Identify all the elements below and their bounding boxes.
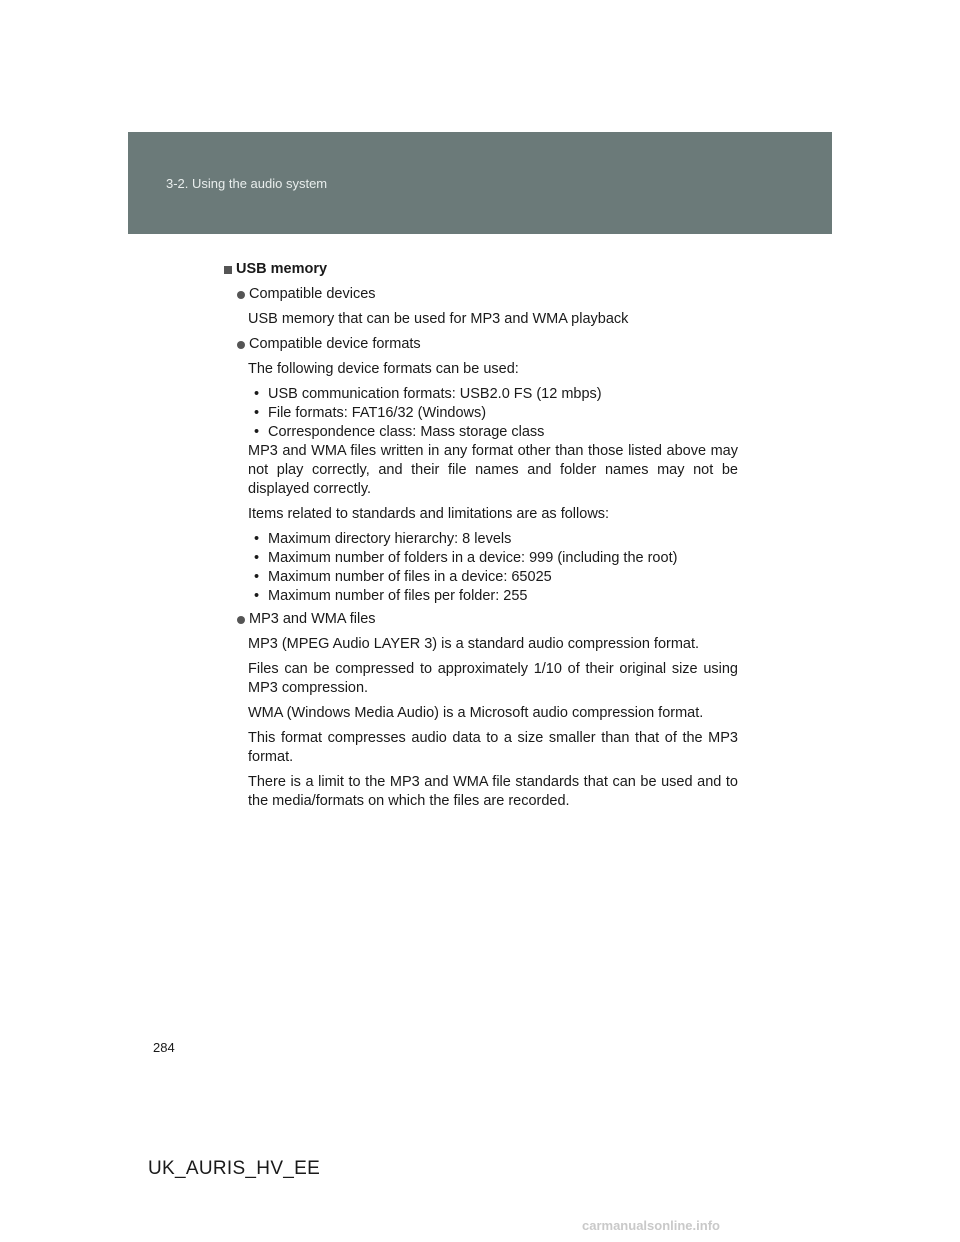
paragraph: WMA (Windows Media Audio) is a Microsoft audio compression format.	[248, 705, 704, 721]
list-item-text: File formats: FAT16/32 (Windows)	[268, 405, 487, 421]
document-code: UK_AURIS_HV_EE	[148, 1158, 321, 1179]
paragraph: MP3 (MPEG Audio LAYER 3) is a standard audio compression format.	[248, 636, 700, 652]
square-bullet-icon	[224, 266, 232, 274]
list-dot-icon: •	[254, 386, 260, 402]
list-item	[248, 385, 738, 404]
page-content	[224, 260, 738, 817]
round-bullet-icon	[237, 341, 245, 349]
list-dot-icon: •	[254, 588, 260, 604]
list-dot-icon: •	[254, 405, 260, 421]
list-item-text: Maximum number of folders in a device: 999 (including the root)	[268, 550, 678, 566]
list-dot-icon: •	[254, 550, 260, 566]
bullet-list	[248, 530, 738, 606]
list-item	[248, 549, 738, 568]
item-heading-text: Compatible devices	[249, 286, 376, 302]
round-bullet-icon	[237, 291, 245, 299]
list-item-text: Maximum number of files in a device: 65025	[268, 569, 552, 585]
item-heading	[237, 285, 738, 304]
page-number: 284	[153, 1040, 175, 1055]
bullet-list	[248, 385, 738, 499]
list-dot-icon: •	[254, 569, 260, 585]
item-heading	[237, 335, 738, 354]
round-bullet-icon	[237, 616, 245, 624]
list-item	[248, 587, 738, 606]
list-item-text: USB communication formats: USB2.0 FS (12 mbps)	[268, 386, 602, 402]
section-heading	[224, 260, 738, 279]
watermark-text: carmanualsonline.info	[582, 1218, 720, 1233]
paragraph: Files can be compressed to approximately 1/10 of their original size using MP3 compression.	[248, 661, 738, 696]
list-item	[248, 568, 738, 587]
list-item	[248, 423, 738, 442]
section-title: 3-2. Using the audio system	[166, 176, 328, 191]
paragraph: USB memory that can be used for MP3 and WMA playback	[248, 311, 629, 327]
list-item-text: Maximum directory hierarchy: 8 levels	[268, 531, 512, 547]
item-heading-text: MP3 and WMA files	[249, 611, 376, 627]
paragraph: There is a limit to the MP3 and WMA file standards that can be used and to the media/formats on which the files are recorded.	[248, 774, 738, 809]
list-dot-icon: •	[254, 531, 260, 547]
list-item-text: Maximum number of files per folder: 255	[268, 588, 528, 604]
header-band	[128, 132, 832, 234]
paragraph: The following device formats can be used:	[248, 361, 519, 377]
list-item	[248, 530, 738, 549]
paragraph: This format compresses audio data to a size smaller than that of the MP3 format.	[248, 730, 738, 765]
paragraph: Items related to standards and limitations are as follows:	[248, 506, 610, 522]
list-item-text: Correspondence class: Mass storage class	[268, 424, 545, 440]
list-dot-icon: •	[254, 424, 260, 440]
section-heading-text: USB memory	[236, 261, 328, 277]
list-tail-paragraph: MP3 and WMA files written in any format other than those listed above may not play correctly, and their file names and folder names may not be displayed correctly.	[248, 443, 738, 497]
list-item	[248, 404, 738, 423]
item-heading	[237, 610, 738, 629]
item-heading-text: Compatible device formats	[249, 336, 421, 352]
